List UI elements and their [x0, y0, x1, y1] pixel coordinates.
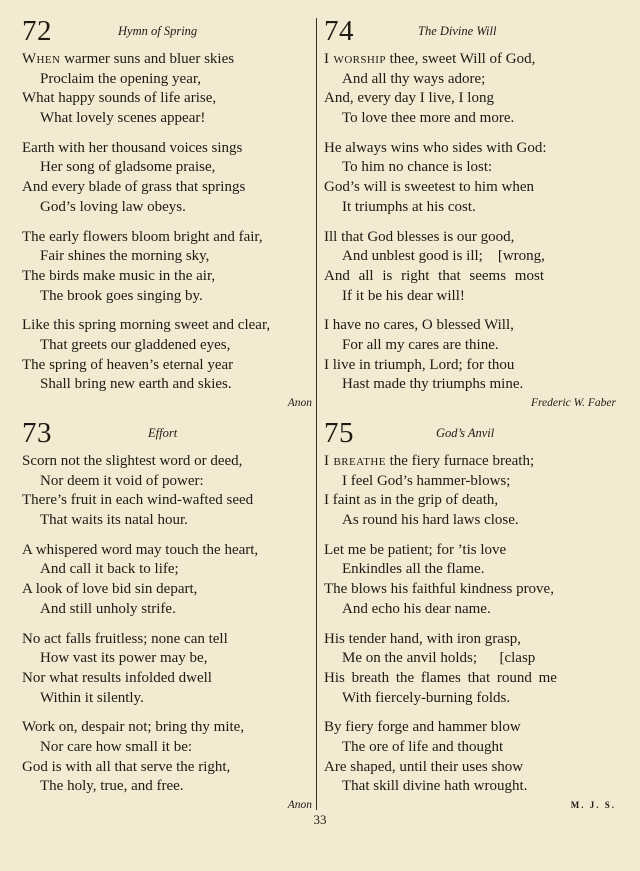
hymn-author: Anon: [287, 799, 312, 811]
stanza: [324, 718, 616, 797]
verse-line: The birds make music in the air,: [22, 267, 216, 284]
verse-line: Earth with her thousand voices sings: [22, 139, 243, 156]
verse-line: Scorn not the slightest word or deed,: [22, 453, 243, 469]
hymn-73: [22, 416, 312, 813]
verse-line: I have no cares, O blessed Will,: [324, 317, 514, 334]
hymn-title: Hymn of Spring: [118, 24, 198, 38]
hymn-75: [324, 416, 616, 813]
hymn-header: [22, 14, 312, 50]
verse-line: That skill divine hath wrought.: [342, 778, 528, 795]
verse-line: Are shaped, until their uses show: [324, 758, 524, 775]
verse-line: And call it back to life;: [40, 561, 179, 578]
verse-line: By fiery forge and hammer blow: [324, 719, 521, 736]
hymn-74: [324, 14, 616, 411]
verse-line: A look of love bid sin depart,: [22, 581, 198, 598]
verse-line: And every blade of grass that springs: [22, 179, 246, 196]
stanza: [22, 316, 312, 395]
hymn-author: Anon: [287, 397, 312, 409]
verse-line: God is with all that serve the right,: [22, 758, 231, 775]
verse-line: The blows his faithful kindness prove,: [324, 581, 554, 598]
stanza: [22, 630, 312, 709]
stanza: [324, 50, 616, 129]
initial-word: I worship: [324, 51, 386, 67]
verse-line: And all thy ways adore;: [342, 70, 486, 87]
verse-line: As round his hard laws close.: [342, 512, 519, 529]
verse-line: And, every day I live, I long: [324, 90, 494, 107]
stanza: [22, 50, 312, 129]
initial-word: I breathe: [324, 453, 386, 469]
verse-line: Enkindles all the flame.: [342, 561, 485, 578]
verse-line: No act falls fruitless; none can tell: [22, 630, 228, 647]
verse-line: The ore of life and thought: [342, 738, 504, 755]
verse-line: What happy sounds of life arise,: [22, 90, 217, 107]
verse-line: Like this spring morning sweet and clear,: [22, 317, 271, 334]
stanza: [22, 718, 312, 797]
hymn-number: 74: [324, 15, 354, 47]
verse-line: A whispered word may touch the heart,: [22, 541, 259, 558]
verse-line: I worship thee, sweet Will of God,: [324, 51, 536, 67]
stanza: [22, 541, 312, 620]
verse-line: That greets our gladdened eyes,: [40, 336, 231, 353]
verse-line: God’s loving law obeys.: [40, 198, 186, 215]
hymn-author: Frederic W. Faber: [530, 397, 616, 409]
verse-line: And all is right that seems most: [324, 267, 544, 284]
verse-line: To him no chance is lost:: [342, 159, 493, 176]
verse-line: The early flowers bloom bright and fair,: [22, 228, 263, 245]
stanza: [324, 630, 616, 709]
verse-line: With fiercely-burning folds.: [342, 689, 511, 706]
verse-line: Shall bring new earth and skies.: [40, 376, 232, 393]
verse-line: And unblest good is ill; [wrong,: [342, 248, 545, 265]
verse-line: Nor care how small it be:: [40, 738, 193, 755]
verse-line: Nor what results infolded dwell: [22, 669, 212, 686]
hymn-author: M. J. S.: [570, 800, 616, 810]
verse-line: Nor deem it void of power:: [40, 472, 204, 489]
stanza: [324, 541, 616, 620]
verse-line: I breathe the fiery furnace breath;: [324, 453, 535, 469]
hymn-72: [22, 14, 312, 411]
stanza: [324, 316, 616, 395]
stanza: [22, 228, 312, 307]
hymn-title: The Divine Will: [418, 24, 497, 38]
verse-line: Me on the anvil holds; [clasp: [342, 650, 536, 667]
verse-line: Hast made thy triumphs mine.: [342, 376, 524, 393]
verse-line: His breath the flames that round me: [324, 669, 557, 686]
verse-line: He always wins who sides with God:: [324, 139, 547, 156]
verse-line: Ill that God blesses is our good,: [324, 228, 515, 245]
verse-line: What lovely scenes appear!: [40, 110, 206, 127]
hymn-number: 72: [22, 15, 52, 47]
hymn-title: Effort: [148, 426, 178, 440]
verse-line: It triumphs at his cost.: [342, 198, 476, 215]
hymn-header: [324, 416, 616, 452]
verse-line: Let me be patient; for ’tis love: [324, 541, 507, 558]
verse-line: For all my cares are thine.: [342, 336, 499, 353]
stanza: [324, 139, 616, 218]
verse-line: How vast its power may be,: [40, 650, 208, 667]
verse-line: To love thee more and more.: [342, 110, 515, 127]
stanza: [324, 228, 616, 307]
hymn-title: God’s Anvil: [436, 426, 495, 440]
verse-line: And echo his dear name.: [342, 600, 491, 617]
verse-line: Work on, despair not; bring thy mite,: [22, 719, 245, 736]
verse-line: Proclaim the opening year,: [40, 70, 202, 87]
verse-line: Within it silently.: [40, 689, 144, 706]
verse-line: If it be his dear will!: [342, 287, 465, 304]
verse-line: When warmer suns and bluer skies: [22, 51, 235, 67]
verse-line: There’s fruit in each wind-wafted seed: [22, 492, 254, 509]
verse-line: I faint as in the grip of death,: [324, 492, 499, 509]
hymn-number: 73: [22, 417, 52, 449]
hymn-header: [22, 416, 312, 452]
verse-line: The holy, true, and free.: [40, 778, 184, 795]
column-divider: [316, 18, 317, 810]
stanza: [22, 452, 312, 531]
hymn-header: [324, 14, 616, 50]
verse-line: Her song of gladsome praise,: [40, 159, 216, 176]
verse-line: God’s will is sweetest to him when: [324, 179, 534, 196]
stanza: [22, 139, 312, 218]
verse-line: The brook goes singing by.: [40, 287, 203, 304]
verse-line: That waits its natal hour.: [40, 512, 188, 529]
verse-line: The spring of heaven’s eternal year: [22, 356, 234, 373]
hymn-number: 75: [324, 417, 354, 449]
stanza: [324, 452, 616, 531]
page-number: 33: [313, 812, 327, 827]
verse-line: His tender hand, with iron grasp,: [324, 630, 522, 647]
initial-word: When: [22, 51, 61, 67]
verse-line: And still unholy strife.: [40, 600, 176, 617]
verse-line: I live in triumph, Lord; for thou: [324, 356, 515, 373]
verse-line: Fair shines the morning sky,: [40, 248, 210, 265]
verse-line: I feel God’s hammer-blows;: [342, 472, 511, 489]
